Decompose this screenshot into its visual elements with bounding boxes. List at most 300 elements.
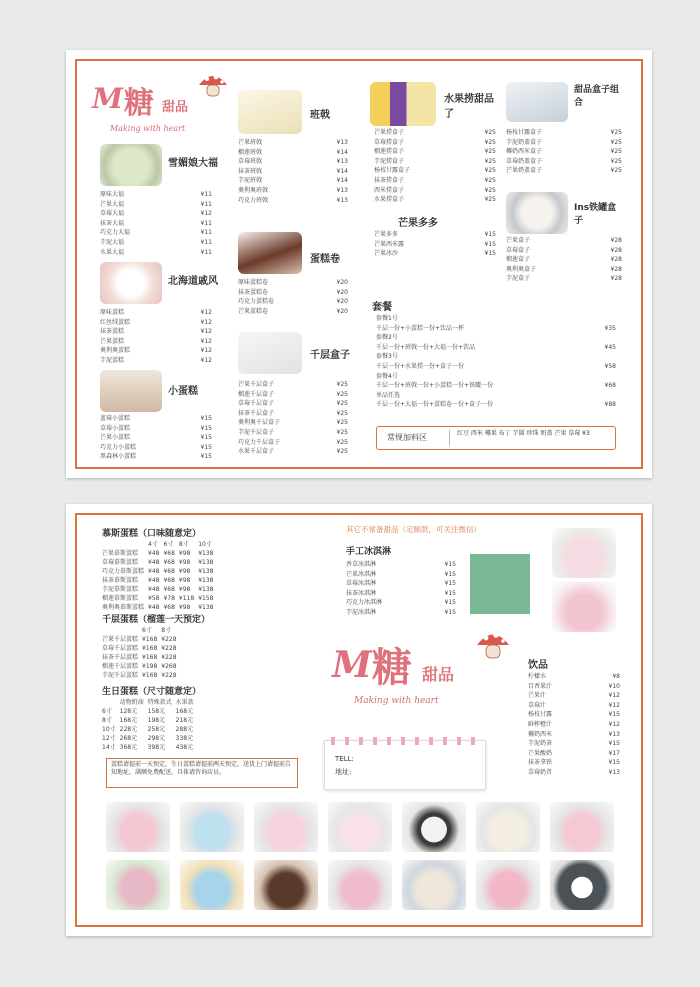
cake-gallery-7 bbox=[550, 802, 614, 852]
menu-item-price: ¥15 bbox=[444, 608, 456, 616]
menu-item-name: 芒果千层盒子 bbox=[238, 381, 275, 388]
yinpin-list bbox=[528, 672, 620, 778]
menu-item-name: 榴莲班戟 bbox=[238, 148, 263, 156]
table-cell: 338元 bbox=[175, 735, 194, 742]
menu-item-name: 西米捞盒子 bbox=[374, 186, 405, 194]
table-cell: ¥68 bbox=[163, 550, 175, 557]
menu-item-name: 芒果班戟 bbox=[238, 139, 263, 146]
menu-item-name: 芒果冰淇淋 bbox=[346, 570, 377, 578]
table-row bbox=[102, 743, 198, 752]
menu-item-price: ¥8 bbox=[612, 673, 620, 680]
menu-item-name: 芒果西米露 bbox=[374, 240, 405, 248]
menu-item-price: ¥12 bbox=[608, 692, 620, 700]
cake-gallery-14 bbox=[550, 860, 614, 910]
shuiguo-title: 水果捞甜品了 bbox=[444, 94, 494, 120]
ins-photo bbox=[506, 192, 568, 234]
cake-gallery-9 bbox=[180, 860, 244, 910]
menu-item bbox=[506, 265, 622, 275]
menu-sheet-bottom bbox=[66, 504, 652, 936]
menu-item-price: ¥13 bbox=[336, 158, 348, 166]
menu-item-name: 芒果酸奶 bbox=[528, 749, 553, 757]
menu-item-name: 红丝绒蛋糕 bbox=[100, 318, 131, 326]
menu-item-name: 千层一份+小蛋糕一份+饮品一杯 bbox=[376, 324, 465, 332]
menu-item bbox=[528, 730, 620, 740]
menu-item bbox=[528, 701, 620, 711]
menu-item-price: ¥25 bbox=[484, 186, 496, 194]
menu-item-name: 芋泥捞盒子 bbox=[374, 157, 405, 165]
banji-list bbox=[238, 138, 348, 205]
menu-item-name: 千层一份+水果捞一份+盒子一份 bbox=[376, 362, 465, 370]
menu-item-name: 芒果汁 bbox=[528, 692, 547, 700]
menu-item-price: ¥15 bbox=[444, 599, 456, 607]
table-header-cell: 6寸 bbox=[142, 627, 152, 634]
menu-item-price: ¥25 bbox=[484, 129, 496, 136]
menu-item-name: 巧克力千层盒子 bbox=[238, 438, 281, 446]
table-cell: 6寸 bbox=[102, 708, 112, 715]
table-cell: 168元 bbox=[119, 717, 138, 724]
table-cell: ¥198 bbox=[142, 663, 158, 670]
menu-item bbox=[346, 608, 456, 618]
logo-character-bottom: 糖 bbox=[372, 645, 412, 691]
menu-item bbox=[376, 314, 616, 324]
menu-item-name: 草莓汁 bbox=[528, 701, 547, 709]
dafu-photo bbox=[100, 144, 162, 186]
menu-item bbox=[100, 308, 212, 318]
menu-item-price: ¥15 bbox=[484, 250, 496, 258]
menu-item-name: 单品任选 bbox=[376, 391, 401, 399]
menu-item-price bbox=[592, 352, 616, 362]
table-cell: ¥68 bbox=[163, 604, 175, 611]
banji-title: 班戟 bbox=[310, 110, 330, 121]
menu-item bbox=[346, 570, 456, 580]
table-cell: ¥48 bbox=[148, 577, 160, 584]
menu-item-name: 奥利奥千层盒子 bbox=[238, 419, 281, 427]
cake-gallery-1 bbox=[106, 802, 170, 852]
menu-item-price: ¥25 bbox=[484, 148, 496, 156]
menu-item-price: ¥28 bbox=[610, 275, 622, 283]
menu-item-name: 抹茶班戟 bbox=[238, 167, 263, 175]
table-cell: ¥78 bbox=[163, 595, 175, 602]
menu-item bbox=[100, 414, 212, 424]
table-cell: 巧克力慕斯蛋糕 bbox=[102, 568, 145, 575]
table-cell: 榴莲千层蛋糕 bbox=[102, 663, 139, 670]
table-cell: 258元 bbox=[147, 726, 166, 733]
table-header-cell: 6寸 bbox=[163, 541, 174, 548]
menu-item-price: ¥58 bbox=[604, 362, 616, 370]
ins-list bbox=[506, 236, 622, 284]
menu-item-price: ¥11 bbox=[200, 219, 212, 227]
menu-item bbox=[528, 710, 620, 720]
menu-item-price: ¥25 bbox=[484, 196, 496, 204]
menu-item-price: ¥12 bbox=[200, 356, 212, 364]
table-cell: 草莓慕斯蛋糕 bbox=[102, 559, 139, 566]
shougong-title: 手工冰淇淋 bbox=[346, 547, 392, 557]
menu-item-name: 抹茶蛋糕卷 bbox=[238, 288, 269, 296]
table-row bbox=[102, 662, 181, 671]
menu-item-price: ¥28 bbox=[610, 237, 622, 244]
menu-item-name: 芒果蛋糕 bbox=[100, 337, 125, 345]
menu-item-name: 芋泥奶茶 bbox=[528, 740, 553, 748]
banji-photo bbox=[238, 90, 302, 134]
menu-item-name: 抹茶拿铁 bbox=[528, 759, 553, 767]
menu-item bbox=[100, 433, 212, 443]
menu-item-price: ¥12 bbox=[608, 701, 620, 709]
menu-item bbox=[100, 200, 212, 210]
menu-item-price: ¥15 bbox=[444, 561, 456, 568]
menu-item-price: ¥15 bbox=[200, 424, 212, 432]
table-cell: 168元 bbox=[175, 708, 194, 715]
menu-item-price: ¥10 bbox=[608, 682, 620, 690]
menu-item bbox=[528, 749, 620, 759]
dafu-title: 雪媚娘大福 bbox=[168, 158, 218, 169]
table-cell: 抹茶千层蛋糕 bbox=[102, 654, 139, 661]
menu-item-price: ¥12 bbox=[200, 347, 212, 355]
juan-list bbox=[238, 278, 348, 316]
ins-title: Ins铁罐盒子 bbox=[574, 203, 617, 226]
qianceng-title: 千层盒子 bbox=[310, 350, 350, 361]
menu-item-name: 芋泥奶盖盒子 bbox=[506, 138, 543, 146]
yinpin-title: 饮品 bbox=[528, 660, 548, 671]
menu-item bbox=[376, 391, 616, 401]
mangguo-list bbox=[374, 230, 496, 259]
menu-item-name: 抹茶千层盒子 bbox=[238, 409, 275, 417]
table-row bbox=[102, 594, 217, 603]
menu-item bbox=[100, 443, 212, 453]
table-row bbox=[102, 576, 217, 585]
menu-item-name: 草莓小蛋糕 bbox=[100, 424, 131, 432]
menu-item-name: 芋泥蛋糕 bbox=[100, 356, 125, 364]
table-row bbox=[102, 725, 198, 734]
table-cell: 298元 bbox=[147, 735, 166, 742]
shengri-title: 生日蛋糕（尺寸随意定） bbox=[102, 687, 202, 697]
menu-item bbox=[238, 176, 348, 186]
menu-item-price: ¥14 bbox=[336, 148, 348, 156]
addon-text: 红豆 西米 椰果 布丁 芋圆 珍珠 奶盖 芒果 草莓 ¥3 bbox=[457, 430, 590, 437]
table-row bbox=[102, 716, 198, 725]
addon-box bbox=[376, 426, 616, 450]
menu-item-price: ¥11 bbox=[200, 229, 212, 237]
zuhe-photo bbox=[506, 82, 568, 122]
shuiguo-photo bbox=[370, 82, 436, 126]
menu-item-name: 抹茶冰淇淋 bbox=[346, 589, 377, 597]
menu-item-name: 巧克力大福 bbox=[100, 229, 131, 237]
menu-item bbox=[100, 318, 212, 328]
xiaodan-list bbox=[100, 414, 212, 462]
menu-item-price: ¥20 bbox=[336, 288, 348, 296]
menu-item-price: ¥12 bbox=[200, 309, 212, 316]
table-cell: 268元 bbox=[119, 735, 138, 742]
table-row bbox=[102, 635, 181, 644]
menu-item bbox=[528, 720, 620, 730]
table-cell: 14寸 bbox=[102, 744, 116, 751]
table-row bbox=[102, 549, 217, 558]
menu-item bbox=[100, 337, 212, 347]
menu-item-price: ¥11 bbox=[200, 238, 212, 246]
menu-item bbox=[238, 278, 348, 288]
table-header-cell: 水果款 bbox=[175, 699, 194, 706]
menu-item-name: 芋泥冰淇淋 bbox=[346, 608, 377, 616]
menu-item-price: ¥25 bbox=[484, 138, 496, 146]
table-cell: ¥138 bbox=[198, 604, 214, 611]
menu-item-name: 杨枝甘露 bbox=[528, 711, 553, 719]
menu-item bbox=[346, 598, 456, 608]
menu-item-price: ¥25 bbox=[484, 176, 496, 184]
table-header-cell bbox=[102, 698, 120, 707]
table-cell: ¥48 bbox=[148, 559, 160, 566]
menu-item-price: ¥28 bbox=[610, 246, 622, 254]
menu-item-price: ¥45 bbox=[604, 343, 616, 351]
menu-item-name: 水果千层盒子 bbox=[238, 448, 275, 456]
card-binding bbox=[331, 737, 479, 745]
menu-sheet-top bbox=[66, 50, 652, 478]
qianceng-photo bbox=[238, 332, 302, 374]
table-row bbox=[102, 653, 181, 662]
menu-item-name: 草莓冰淇淋 bbox=[346, 580, 377, 588]
menu-item-price: ¥20 bbox=[336, 298, 348, 306]
menu-item bbox=[238, 390, 348, 400]
shuiguo-list bbox=[374, 128, 496, 205]
menu-item-price bbox=[592, 333, 616, 343]
table-header-cell: 特殊款式 bbox=[147, 699, 172, 706]
menu-item-price: ¥20 bbox=[336, 279, 348, 286]
menu-item bbox=[528, 691, 620, 701]
table-cell: ¥48 bbox=[148, 604, 160, 611]
table-cell: ¥138 bbox=[198, 559, 214, 566]
menu-item bbox=[374, 147, 496, 157]
table-cell: ¥58 bbox=[148, 595, 160, 602]
mushroom-icon-bottom bbox=[474, 628, 512, 662]
menu-item-price: ¥25 bbox=[610, 167, 622, 175]
menu-item-name: 杨枝甘露盒子 bbox=[374, 167, 411, 175]
menu-item bbox=[100, 327, 212, 337]
table-cell: 198元 bbox=[147, 717, 166, 724]
contact-card bbox=[324, 740, 486, 790]
table-header-row bbox=[102, 540, 217, 549]
menu-item-name: 芒果多多 bbox=[374, 231, 399, 238]
menu-item-name: 巧克力班戟 bbox=[238, 196, 269, 204]
table-cell: ¥98 bbox=[178, 604, 191, 611]
table-cell: ¥138 bbox=[198, 586, 214, 593]
table-cell: ¥168 bbox=[142, 654, 158, 661]
menu-item-price: ¥25 bbox=[336, 400, 348, 408]
menu-item-price: ¥15 bbox=[444, 589, 456, 597]
table-cell: ¥48 bbox=[148, 586, 160, 593]
menu-item-name: 草莓班戟 bbox=[238, 158, 263, 166]
menu-item bbox=[100, 346, 212, 356]
menu-item-name: 芒果捞盒子 bbox=[374, 129, 405, 136]
menu-item bbox=[238, 297, 348, 307]
menu-item-price: ¥25 bbox=[336, 448, 348, 456]
menu-item-price: ¥25 bbox=[484, 167, 496, 175]
table-header-cell bbox=[102, 540, 148, 549]
menu-item bbox=[238, 418, 348, 428]
cake-gallery-5 bbox=[402, 802, 466, 852]
table-header-row bbox=[102, 626, 181, 635]
menu-item bbox=[374, 240, 496, 250]
menu-item-price: ¥11 bbox=[200, 191, 212, 198]
menu-item bbox=[506, 147, 622, 157]
menu-item-name: 芋泥大福 bbox=[100, 238, 125, 246]
zhu-title: 千层蛋糕（榴莲一天预定） bbox=[102, 615, 211, 625]
menu-item-name: 水果大福 bbox=[100, 248, 125, 256]
menu-item bbox=[100, 190, 212, 200]
menu-item-name: 套餐1号 bbox=[376, 315, 398, 322]
bulei-list bbox=[100, 308, 212, 366]
menu-item-price: ¥28 bbox=[610, 256, 622, 264]
menu-item-price: ¥25 bbox=[336, 419, 348, 427]
table-cell: ¥168 bbox=[142, 645, 158, 652]
menu-item bbox=[376, 362, 616, 372]
table-cell: ¥48 bbox=[148, 568, 160, 575]
taocan-title: 套餐 bbox=[372, 302, 392, 313]
table-cell: 12寸 bbox=[102, 735, 116, 742]
menu-item-name: 黑森林小蛋糕 bbox=[100, 453, 137, 461]
menu-item bbox=[376, 372, 616, 382]
menu-item-name: 芒果冰沙 bbox=[374, 250, 399, 258]
menu-item-name: 芒果蛋糕卷 bbox=[238, 307, 269, 315]
menu-item bbox=[100, 452, 212, 462]
menu-item-price: ¥15 bbox=[200, 453, 212, 461]
mangguo-title: 芒果多多 bbox=[398, 218, 438, 229]
menu-item bbox=[506, 255, 622, 265]
menu-item-name: 千层一份+班戟一份+小蛋糕一份+铁罐一份 bbox=[376, 382, 494, 390]
menu-item bbox=[374, 166, 496, 176]
table-header-row bbox=[102, 698, 198, 707]
menu-item bbox=[238, 186, 348, 196]
menu-item-name: 抹茶大福 bbox=[100, 219, 125, 227]
table-row bbox=[102, 644, 181, 653]
menu-item bbox=[374, 138, 496, 148]
menu-item-price: ¥88 bbox=[604, 401, 616, 409]
menu-item bbox=[528, 682, 620, 692]
logo-subtitle: 甜品 bbox=[162, 100, 189, 115]
qianceng-list bbox=[238, 380, 348, 457]
menu-item bbox=[238, 196, 348, 206]
menu-item-name: 原味大福 bbox=[100, 191, 125, 198]
menu-item-price: ¥35 bbox=[604, 324, 616, 332]
logo-subtitle-bottom: 甜品 bbox=[422, 665, 455, 684]
menu-item-price bbox=[592, 391, 616, 401]
shougong-list bbox=[346, 560, 456, 618]
menu-item-name: 芒果奶盖盒子 bbox=[506, 167, 543, 175]
menu-item bbox=[528, 672, 620, 682]
table-cell: ¥48 bbox=[148, 550, 160, 557]
menu-item-price: ¥25 bbox=[484, 157, 496, 165]
menu-item bbox=[238, 167, 348, 177]
table-cell: 榴莲慕斯蛋糕 bbox=[102, 595, 139, 602]
menu-item-name: 奥利奥蛋糕 bbox=[100, 347, 131, 355]
contact-tel: TELL: bbox=[335, 755, 354, 763]
menu-item bbox=[506, 157, 622, 167]
table-cell: ¥98 bbox=[178, 577, 191, 584]
custom-cake-photo-1 bbox=[552, 528, 616, 578]
menu-item-price: ¥12 bbox=[200, 210, 212, 218]
menu-item-price: ¥15 bbox=[608, 759, 620, 767]
table-cell: 芒果千层蛋糕 bbox=[102, 636, 139, 643]
table-cell: 218元 bbox=[175, 717, 194, 724]
menu-item-name: 抹茶蛋糕 bbox=[100, 328, 125, 336]
menu-item-name: 芒果小蛋糕 bbox=[100, 434, 131, 442]
menu-item-price: ¥15 bbox=[484, 240, 496, 248]
table-cell: ¥98 bbox=[178, 586, 191, 593]
dafu-list bbox=[100, 190, 212, 257]
table-cell: 368元 bbox=[119, 744, 138, 751]
menu-item bbox=[346, 589, 456, 599]
bulei-title: 北海道戚风 bbox=[168, 276, 218, 287]
menu-item bbox=[238, 447, 348, 457]
menu-item-price: ¥13 bbox=[336, 196, 348, 204]
menu-item-name: 鲜榨橙汁 bbox=[528, 720, 553, 728]
table-cell: 芋泥慕斯蛋糕 bbox=[102, 586, 139, 593]
menu-item-price: ¥14 bbox=[336, 167, 348, 175]
logo-m-bottom: M bbox=[332, 644, 372, 686]
menu-item-price: ¥25 bbox=[336, 409, 348, 417]
menu-item bbox=[376, 343, 616, 353]
menu-item-price: ¥13 bbox=[608, 730, 620, 738]
wufu-table bbox=[102, 540, 217, 612]
xiaodan-title: 小蛋糕 bbox=[168, 386, 198, 397]
table-cell: ¥168 bbox=[142, 672, 158, 679]
menu-item bbox=[238, 409, 348, 419]
table-cell: ¥68 bbox=[163, 586, 175, 593]
menu-item-name: 椰奶西米 bbox=[528, 730, 553, 738]
menu-item-price: ¥13 bbox=[608, 768, 620, 776]
menu-item-price: ¥11 bbox=[200, 200, 212, 208]
table-cell: ¥118 bbox=[178, 595, 195, 602]
zhu-table bbox=[102, 626, 181, 680]
menu-item bbox=[374, 249, 496, 259]
table-cell: ¥98 bbox=[178, 559, 191, 566]
menu-item-price: ¥68 bbox=[604, 382, 616, 390]
table-row bbox=[102, 734, 198, 743]
addon-label: 常规加料区 bbox=[387, 433, 427, 442]
menu-item-name: 原味蛋糕 bbox=[100, 309, 125, 316]
menu-item-name: 草莓大福 bbox=[100, 210, 125, 218]
menu-item-name: 芋泥班戟 bbox=[238, 177, 263, 185]
menu-item bbox=[376, 400, 616, 410]
order-note-text: 蛋糕请提前一天预定，生日蛋糕请提前两天预定。送货上门请提前告知地址，满额免费配送，具体请咨询店员。 bbox=[111, 761, 292, 776]
menu-item bbox=[528, 758, 620, 768]
menu-item bbox=[374, 186, 496, 196]
menu-item-name: 芋泥千层盒子 bbox=[238, 428, 275, 436]
menu-item-price: ¥15 bbox=[484, 231, 496, 238]
menu-item bbox=[100, 356, 212, 366]
menu-item-price: ¥28 bbox=[610, 265, 622, 273]
menu-item-name: 巧克力蛋糕卷 bbox=[238, 298, 275, 306]
table-cell: ¥68 bbox=[163, 577, 175, 584]
menu-item bbox=[238, 438, 348, 448]
menu-item-name: 椰奶西米盒子 bbox=[506, 148, 543, 156]
menu-item bbox=[528, 768, 620, 778]
menu-item-price: ¥15 bbox=[444, 580, 456, 588]
menu-item-price: ¥15 bbox=[608, 711, 620, 719]
menu-item-price: ¥20 bbox=[336, 307, 348, 315]
menu-item bbox=[100, 424, 212, 434]
table-row bbox=[102, 558, 217, 567]
table-row bbox=[102, 707, 198, 716]
menu-item-name: 草莓奶盖盒子 bbox=[506, 157, 543, 165]
menu-item-price: ¥15 bbox=[444, 570, 456, 578]
menu-item bbox=[100, 209, 212, 219]
menu-item-price: ¥12 bbox=[200, 328, 212, 336]
menu-item bbox=[238, 157, 348, 167]
cake-gallery-4 bbox=[328, 802, 392, 852]
menu-item-price: ¥25 bbox=[610, 148, 622, 156]
menu-item bbox=[374, 195, 496, 205]
table-cell: ¥68 bbox=[163, 559, 175, 566]
table-cell: ¥138 bbox=[198, 577, 214, 584]
menu-item-name: 奥利奥班戟 bbox=[238, 186, 269, 194]
